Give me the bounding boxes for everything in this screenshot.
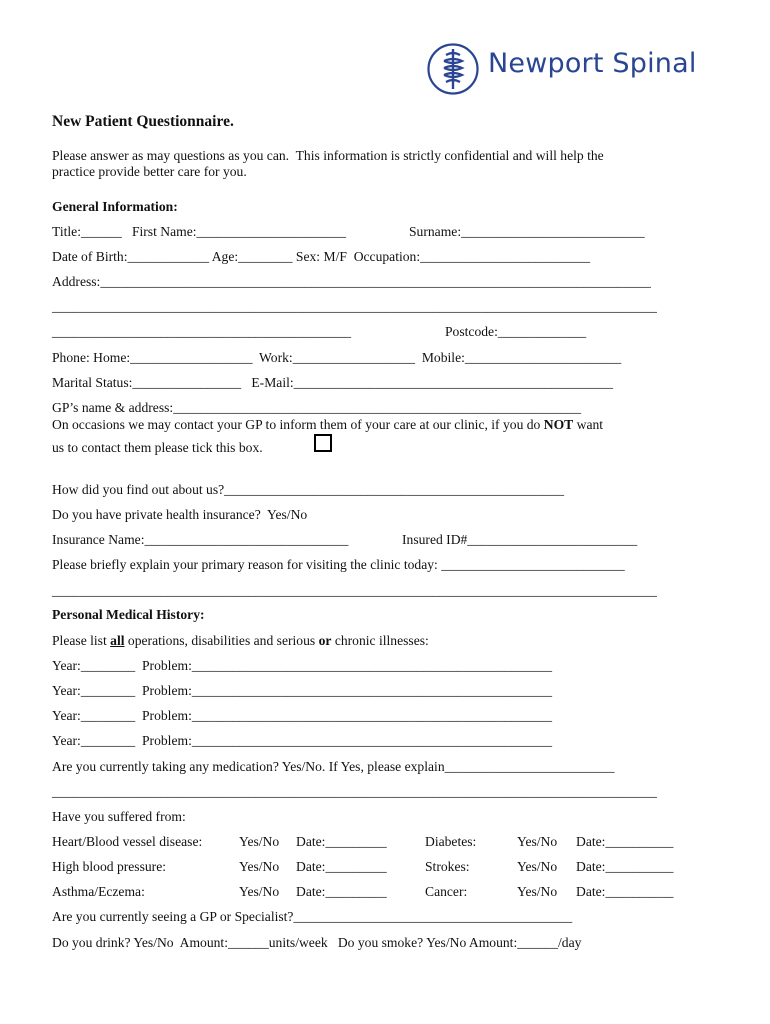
condition-yes-no[interactable]: Yes/No (517, 859, 558, 874)
illness-list-instruction: Please list all operations, disabilities and serious or chronic illnesses: (52, 633, 429, 648)
page-title: New Patient Questionnaire. (52, 113, 234, 130)
year-problem-row[interactable]: Year:________ Problem:_____________________________________________________ (52, 683, 553, 698)
dob-age-sex-occupation-field[interactable]: Date of Birth:____________ Age:________ Sex: M/F Occupation:_________________________ (52, 249, 591, 264)
title-firstname-field[interactable]: Title:______ First Name:______________________ (52, 224, 347, 239)
how-found-us-field[interactable]: How did you find out about us?__________________________________________________ (52, 482, 565, 497)
condition-label: High blood pressure: (52, 859, 167, 874)
gp-consent-text: On occasions we may contact your GP to inform them of your care at our clinic, if you do NOT want (52, 417, 604, 432)
visit-reason-line-2[interactable]: _________________________________________________________________________________________ (52, 583, 657, 598)
condition-yes-no[interactable]: Yes/No (239, 884, 280, 899)
condition-date-field[interactable]: Date:__________ (576, 884, 674, 899)
condition-date-field[interactable]: Date:_________ (296, 859, 387, 874)
year-problem-row[interactable]: Year:________ Problem:_____________________________________________________ (52, 708, 553, 723)
condition-yes-no[interactable]: Yes/No (239, 834, 280, 849)
surname-field[interactable]: Surname:___________________________ (409, 224, 645, 239)
private-insurance-question[interactable]: Do you have private health insurance? Yes/No (52, 507, 308, 522)
address-line-2[interactable]: _________________________________________________________________________________________ (52, 299, 657, 314)
address-line-3[interactable]: ____________________________________________ (52, 324, 352, 339)
suffered-from-label: Have you suffered from: (52, 809, 186, 824)
marital-email-field[interactable]: Marital Status:________________ E-Mail:_______________________________________________ (52, 375, 614, 390)
insured-id-field[interactable]: Insured ID#_________________________ (402, 532, 638, 547)
medication-line-2[interactable]: _________________________________________________________________________________________ (52, 784, 657, 799)
intro-line-1: Please answer as may questions as you can. This information is strictly confidential and will help the (52, 148, 604, 163)
condition-date-field[interactable]: Date:__________ (576, 859, 674, 874)
spine-logo-icon (426, 42, 480, 96)
condition-yes-no[interactable]: Yes/No (239, 859, 280, 874)
year-problem-row[interactable]: Year:________ Problem:_____________________________________________________ (52, 733, 553, 748)
intro-line-2: practice provide better care for you. (52, 164, 247, 179)
general-information-heading: General Information: (52, 199, 178, 214)
gp-name-address-field[interactable]: GP’s name & address:____________________________________________________________ (52, 400, 582, 415)
gp-consent-checkbox[interactable] (314, 434, 332, 452)
year-problem-row[interactable]: Year:________ Problem:_____________________________________________________ (52, 658, 553, 673)
medication-field[interactable]: Are you currently taking any medication? Yes/No. If Yes, please explain_________________________ (52, 759, 615, 774)
condition-label: Asthma/Eczema: (52, 884, 145, 899)
postcode-field[interactable]: Postcode:_____________ (445, 324, 587, 339)
condition-label: Cancer: (425, 884, 468, 899)
insurance-name-field[interactable]: Insurance Name:______________________________ (52, 532, 349, 547)
brand-logo (426, 42, 726, 96)
address-field[interactable]: Address:_________________________________________________________________________________ (52, 274, 651, 289)
condition-date-field[interactable]: Date:__________ (576, 834, 674, 849)
condition-date-field[interactable]: Date:_________ (296, 834, 387, 849)
condition-label: Strokes: (425, 859, 470, 874)
brand-name: Newport Spinal (488, 48, 697, 79)
gp-consent-text-2: us to contact them please tick this box. (52, 440, 263, 455)
condition-yes-no[interactable]: Yes/No (517, 834, 558, 849)
visit-reason-field[interactable]: Please briefly explain your primary reason for visiting the clinic today: ___________________________ (52, 557, 625, 572)
condition-yes-no[interactable]: Yes/No (517, 884, 558, 899)
drink-smoke-field[interactable]: Do you drink? Yes/No Amount:______units/week Do you smoke? Yes/No Amount:______/day (52, 935, 582, 950)
condition-label: Heart/Blood vessel disease: (52, 834, 203, 849)
phone-fields[interactable]: Phone: Home:__________________ Work:__________________ Mobile:_______________________ (52, 350, 622, 365)
condition-label: Diabetes: (425, 834, 477, 849)
condition-date-field[interactable]: Date:_________ (296, 884, 387, 899)
gp-specialist-field[interactable]: Are you currently seeing a GP or Specialist?_________________________________________ (52, 909, 573, 924)
medical-history-heading: Personal Medical History: (52, 607, 205, 622)
